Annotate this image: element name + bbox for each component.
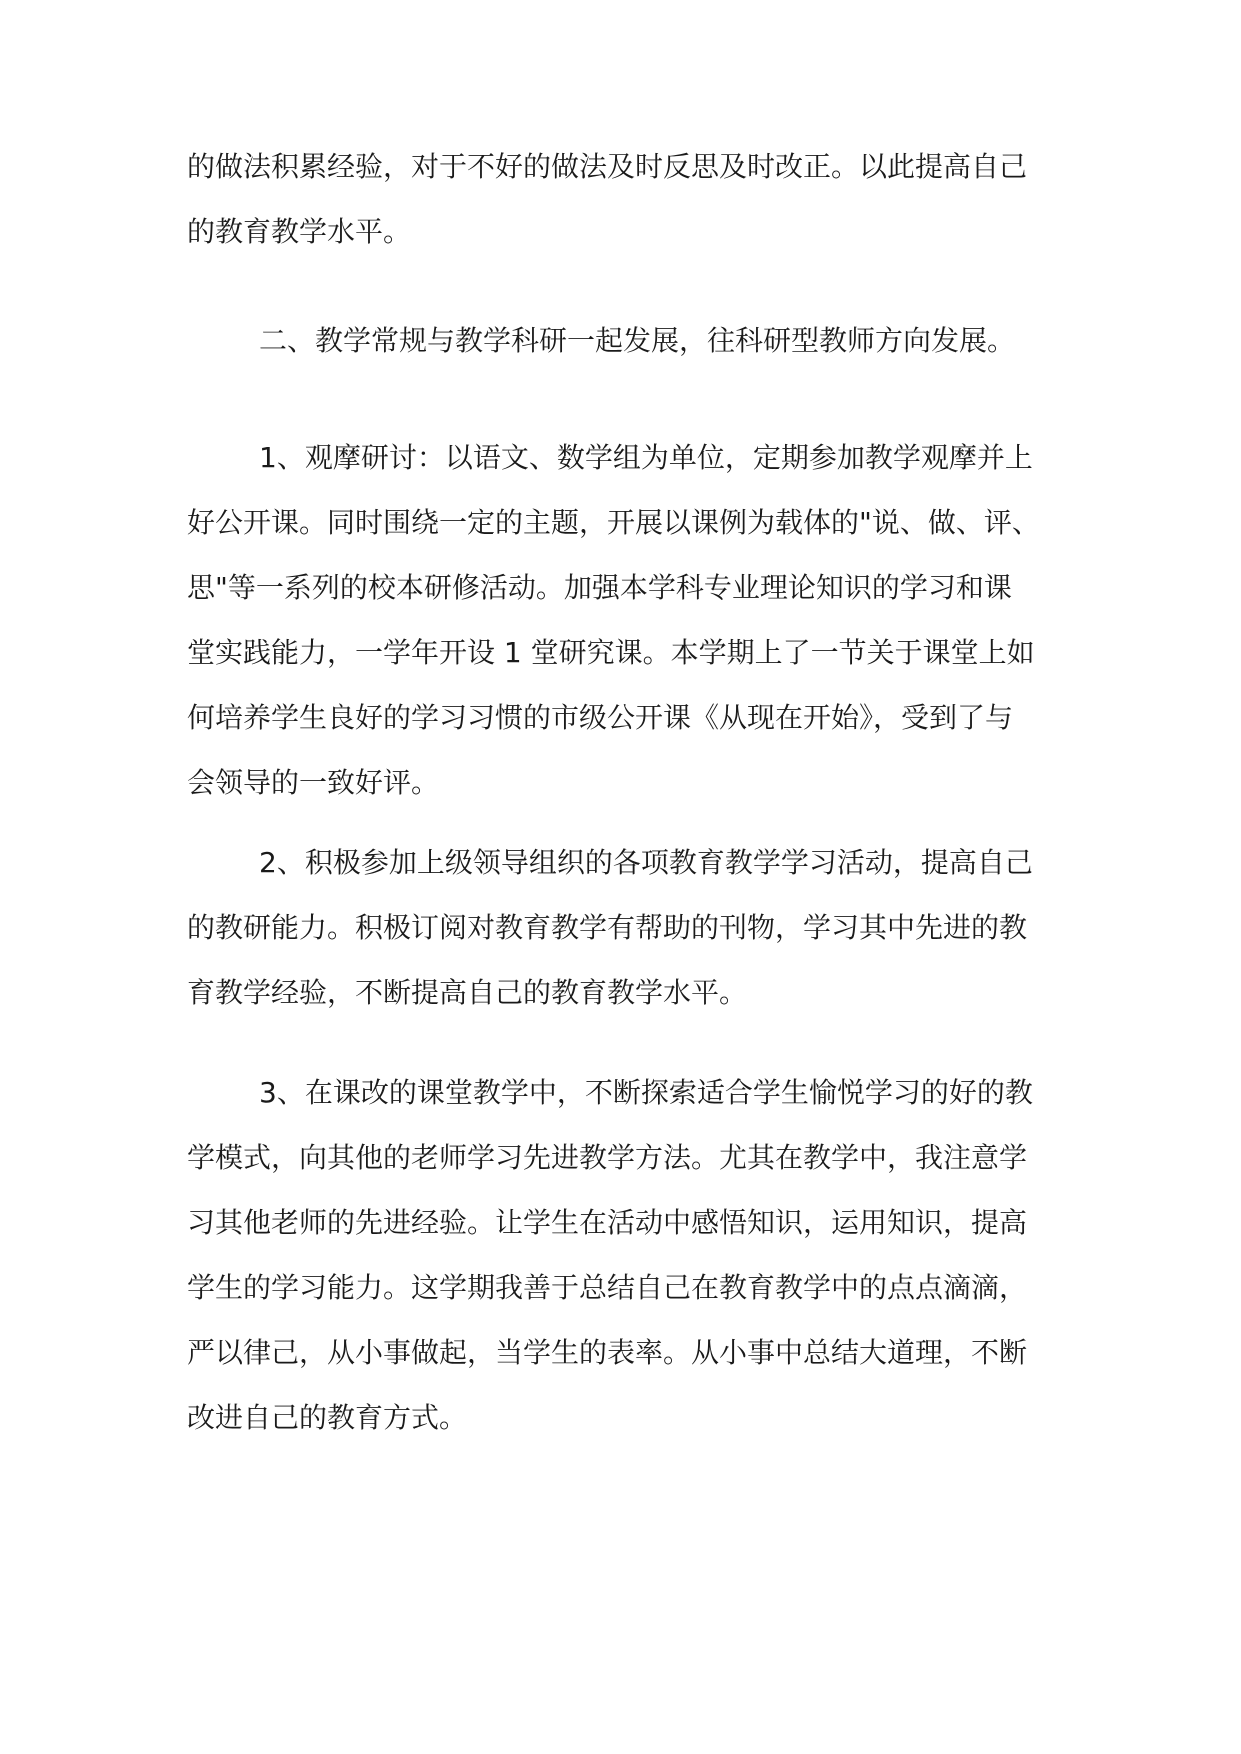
text-line: 何培养学生良好的学习习惯的市级公开课《从现在开始》，受到了与: [187, 701, 1014, 734]
text-line: 3、在课改的课堂教学中，不断探索适合学生愉悦学习的好的教: [259, 1076, 1033, 1109]
text-line: 学生的学习能力。这学期我善于总结自己在教育教学中的点点滴滴，: [187, 1271, 1028, 1304]
text-line: 严以律己，从小事做起，当学生的表率。从小事中总结大道理，不断: [187, 1336, 1028, 1369]
paragraph-item-1: [187, 425, 1067, 815]
text-line: 2、积极参加上级领导组织的各项教育教学学习活动，提高自己: [259, 846, 1033, 879]
text-line: 的教育教学水平。: [187, 215, 412, 248]
text-line: 习其他老师的先进经验。让学生在活动中感悟知识，运用知识，提高: [187, 1206, 1028, 1239]
paragraph-item-3: [187, 1060, 1067, 1450]
text-line: 改进自己的教育方式。: [187, 1401, 468, 1434]
section-heading-paragraph: [187, 308, 1067, 373]
text-line: 育教学经验，不断提高自己的教育教学水平。: [187, 976, 748, 1009]
text-line: 会领导的一致好评。: [187, 766, 440, 799]
paragraph-continuation: [187, 134, 1067, 264]
text-line: 学模式，向其他的老师学习先进教学方法。尤其在教学中，我注意学: [187, 1141, 1028, 1174]
text-line: 好公开课。同时围绕一定的主题，开展以课例为载体的"说、做、评、: [187, 506, 1040, 539]
text-line: 的教研能力。积极订阅对教育教学有帮助的刊物，学习其中先进的教: [187, 911, 1028, 944]
text-line: 的做法积累经验，对于不好的做法及时反思及时改正。以此提高自己: [187, 150, 1028, 183]
paragraph-item-2: [187, 830, 1067, 1025]
text-line: 思"等一系列的校本研修活动。加强本学科专业理论知识的学习和课: [187, 571, 1012, 604]
text-line: 堂实践能力，一学年开设 1 堂研究课。本学期上了一节关于课堂上如: [187, 636, 1035, 669]
text-line: 1、观摩研讨：以语文、数学组为单位，定期参加教学观摩并上: [259, 441, 1033, 474]
section-heading: 二、教学常规与教学科研一起发展，往科研型教师方向发展。: [259, 324, 1016, 357]
